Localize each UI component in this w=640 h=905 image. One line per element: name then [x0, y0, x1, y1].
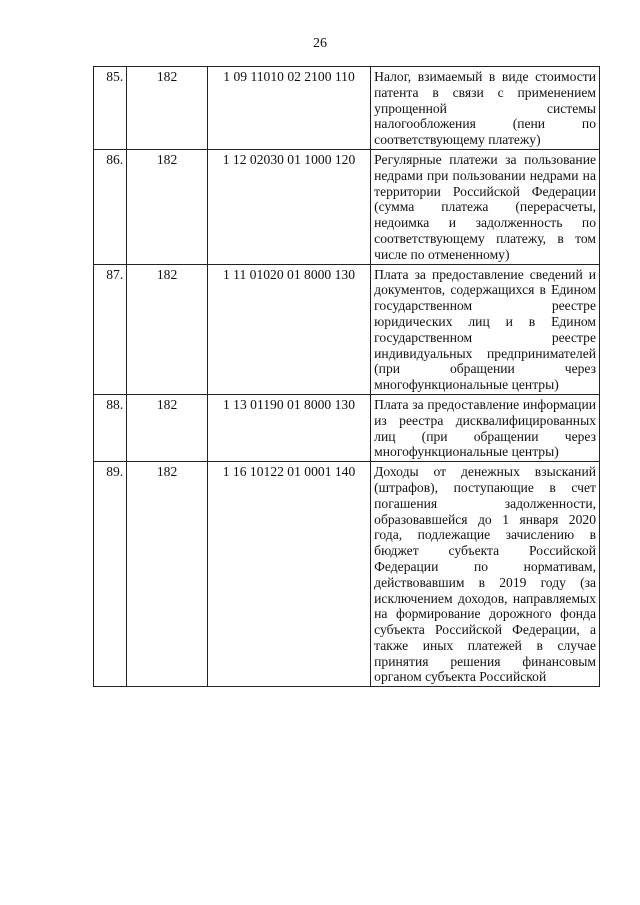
row-number: 86.	[94, 149, 127, 264]
revenue-description: Налог, взимаемый в виде стоимости патента в связи с применением упрощенной системы налогообложения (пени по соответствующему платежу)	[371, 67, 600, 150]
row-number: 87.	[94, 264, 127, 394]
table-row	[94, 462, 600, 687]
administrator-code: 182	[127, 462, 208, 687]
administrator-code: 182	[127, 149, 208, 264]
table-row	[94, 264, 600, 394]
budget-classification-code: 1 12 02030 01 1000 120	[207, 149, 370, 264]
revenue-description: Плата за предоставление сведений и документов, содержащихся в Едином государственном реестре юридических лиц и в Едином государственном реестре индивидуальных предпринимателей (при обращении через многофункциональные центры)	[371, 264, 600, 394]
revenue-description: Регулярные платежи за пользование недрами при пользовании недрами на территории Российской Федерации (сумма платежа (перерасчеты, недоимка и задолженность по соответствующему платежу, в том числе по отмененному)	[371, 149, 600, 264]
budget-classification-code: 1 16 10122 01 0001 140	[207, 462, 370, 687]
administrator-code: 182	[127, 394, 208, 461]
row-number: 88.	[94, 394, 127, 461]
budget-classification-code: 1 11 01020 01 8000 130	[207, 264, 370, 394]
revenue-description: Плата за предоставление информации из реестра дисквалифицированных лиц (при обращении через многофункциональные центры)	[371, 394, 600, 461]
page-number: 26	[313, 36, 327, 51]
table-row	[94, 149, 600, 264]
budget-classification-code: 1 09 11010 02 2100 110	[207, 67, 370, 150]
row-number: 89.	[94, 462, 127, 687]
revenue-codes-table	[93, 66, 600, 687]
budget-classification-code: 1 13 01190 01 8000 130	[207, 394, 370, 461]
table-row	[94, 394, 600, 461]
row-number: 85.	[94, 67, 127, 150]
table-row	[94, 67, 600, 150]
administrator-code: 182	[127, 67, 208, 150]
administrator-code: 182	[127, 264, 208, 394]
revenue-description: Доходы от денежных взысканий (штрафов), поступающие в счет погашения задолженности, образовавшейся до 1 января 2020 года, подлежащие зачислению в бюджет субъекта Российской Федерации по нормативам, действовавшим в 2019 году (за исключением доходов, направляемых на формирование дорожного фонда субъекта Российской Федерации, а также иных платежей в случае принятия решения финансовым органом субъекта Российской	[371, 462, 600, 687]
